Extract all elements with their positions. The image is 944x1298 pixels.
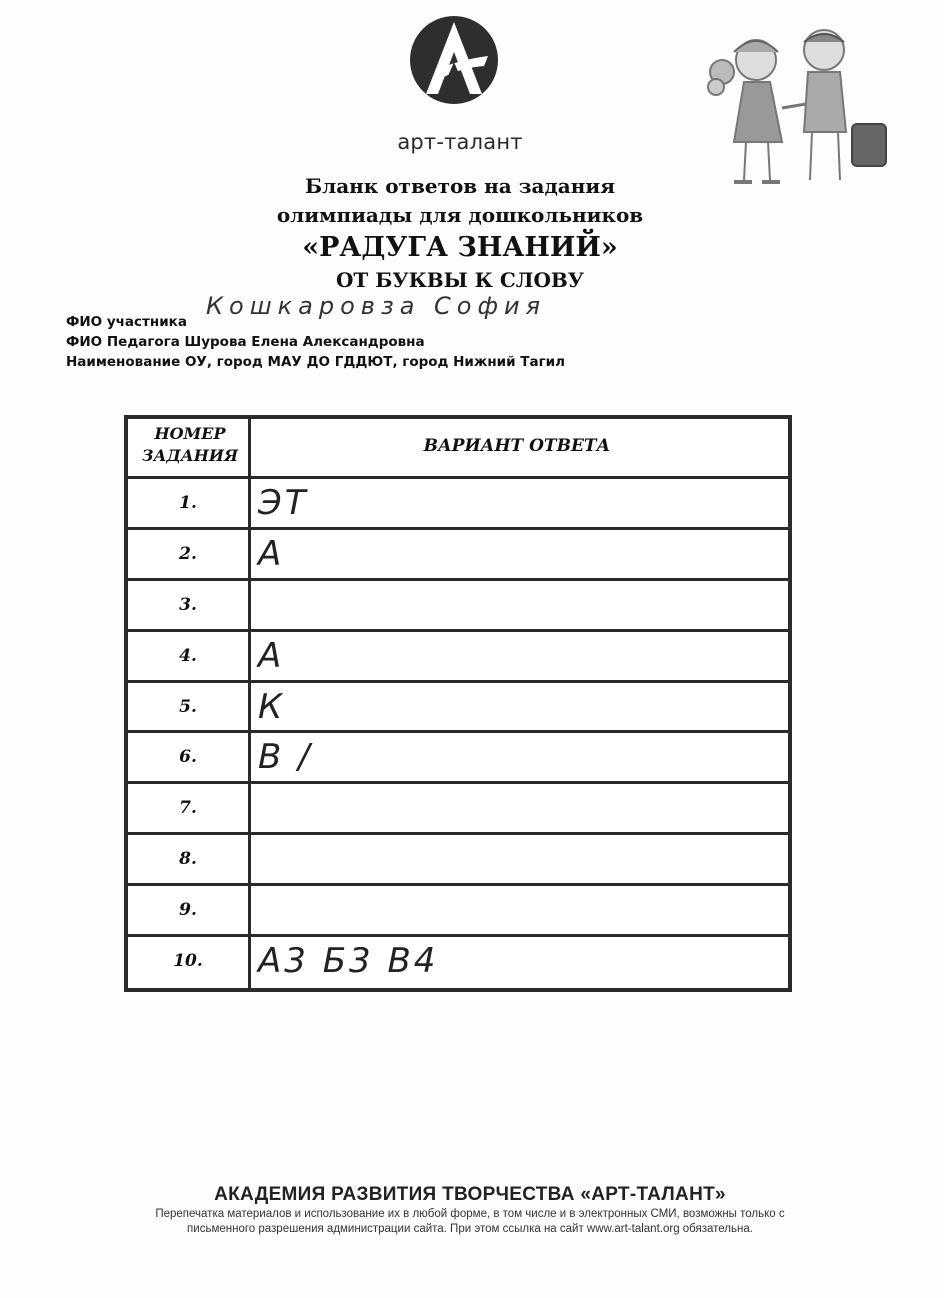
- table-header: [128, 419, 788, 479]
- table-row: [128, 886, 788, 937]
- task-number: 2.: [179, 543, 197, 564]
- organization-row: [66, 352, 666, 372]
- task-number: 7.: [179, 798, 197, 819]
- table-rows: [128, 479, 788, 988]
- task-number: 6.: [179, 747, 197, 768]
- children-with-flowers-illustration: [704, 12, 894, 192]
- participant-info: [66, 292, 666, 372]
- teacher-label: ФИО Педагога: [66, 334, 180, 350]
- table-row: [128, 937, 788, 988]
- task-number: 4.: [179, 645, 197, 666]
- answer-cell[interactable]: А: [258, 533, 285, 574]
- title-line-2: олимпиады для дошкольников: [276, 203, 644, 227]
- table-row: [128, 479, 788, 530]
- table-row: [128, 632, 788, 683]
- table-row: [128, 733, 788, 784]
- participant-name-handwritten: Кошкаровза София: [206, 292, 547, 320]
- task-number: 3.: [179, 594, 197, 615]
- footer: [60, 1183, 880, 1237]
- brand-name: арт-талант: [397, 130, 523, 154]
- art-talant-logo-icon: [408, 12, 500, 112]
- task-number: 8.: [179, 849, 197, 870]
- answer-cell[interactable]: А3 Б3 В4: [258, 941, 439, 982]
- olympiad-subtitle: ОТ БУКВЫ К СЛОВУ: [336, 268, 584, 292]
- header-answer-variant: ВАРИАНТ ОТВЕТА: [423, 436, 611, 456]
- answer-cell[interactable]: В /: [258, 737, 313, 778]
- title-line-1: Бланк ответов на задания: [305, 174, 615, 198]
- table-row: [128, 784, 788, 835]
- form-title: [150, 172, 770, 295]
- participant-label: ФИО участника: [66, 314, 187, 330]
- task-number: 9.: [179, 900, 197, 921]
- task-number: 10.: [173, 951, 203, 972]
- olympiad-name: «РАДУГА ЗНАНИЙ»: [302, 232, 618, 263]
- teacher-row: [66, 332, 666, 352]
- organization-label: Наименование ОУ, город: [66, 354, 263, 370]
- task-number: 5.: [179, 696, 197, 717]
- teacher-value: Шурова Елена Александровна: [184, 334, 425, 350]
- table-row: [128, 581, 788, 632]
- answer-cell[interactable]: ЭТ: [258, 483, 309, 523]
- task-number: 1.: [179, 493, 197, 513]
- footer-academy-title: АКАДЕМИЯ РАЗВИТИЯ ТВОРЧЕСТВА «АРТ-ТАЛАНТ»: [214, 1184, 726, 1205]
- table-row: [128, 683, 788, 734]
- table-row: [128, 835, 788, 886]
- organization-value: МАУ ДО ГДДЮТ, город Нижний Тагил: [267, 354, 565, 370]
- answer-cell[interactable]: К: [258, 686, 286, 727]
- table-row: [128, 530, 788, 581]
- footer-copyright-line-1: Перепечатка материалов и использование их в любой форме, в том числе и в электронных СМИ, возможны только с: [155, 1208, 785, 1220]
- participant-row: [66, 292, 666, 332]
- answer-cell[interactable]: А: [258, 635, 285, 676]
- footer-copyright-line-2: письменного разрешения администрации сайта. При этом ссылка на сайт www.art-talant.org обязательна.: [187, 1223, 753, 1235]
- header-task-number: НОМЕР ЗАДАНИЯ: [141, 424, 239, 465]
- answer-table: [124, 415, 792, 992]
